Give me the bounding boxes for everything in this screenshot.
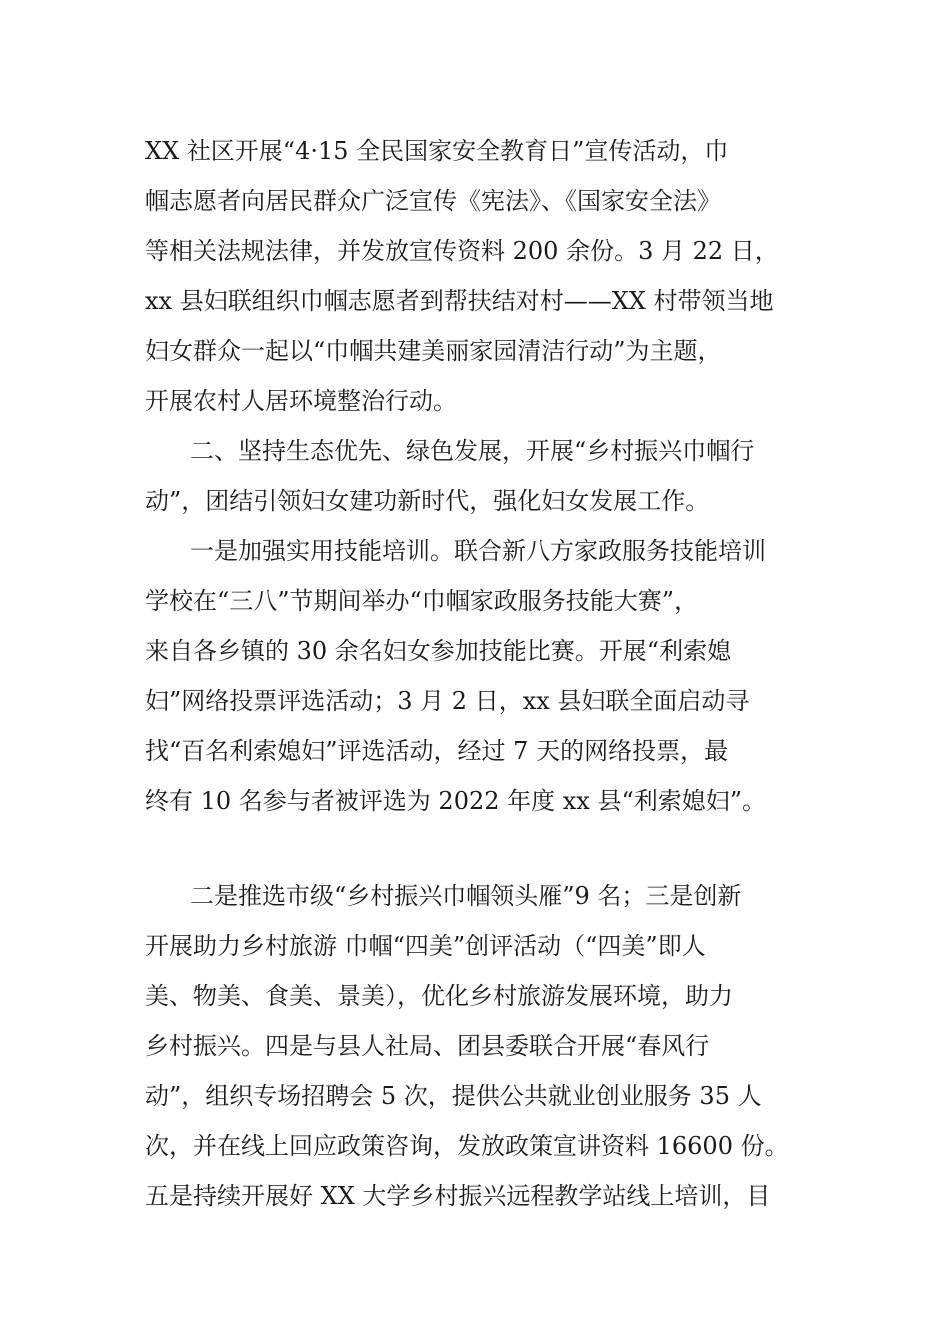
section-heading-line: 二、坚持生态优先、绿色发展，开展“乡村振兴巾帼行 — [190, 437, 755, 465]
text-line: 乡村振兴。四是与县人社局、团县委联合开展“春风行 — [145, 1032, 710, 1060]
text-line: 学校在“三八”节期间举办“巾帼家政服务技能大赛”， — [145, 587, 699, 615]
text-line: 帼志愿者向居民群众广泛宣传《宪法》、《国家安全法》 — [145, 187, 721, 215]
text-line: 来自各乡镇的 30 余名妇女参加技能比赛。开展“利索媳 — [145, 637, 732, 665]
text-line: 找“百名利索媳妇”评选活动，经过 7 天的网络投票，最 — [145, 737, 729, 765]
text-line: 终有 10 名参与者被评选为 2022 年度 xx 县“利索媳妇”。 — [145, 787, 766, 815]
text-line: 开展农村人居环境整治行动。 — [145, 387, 457, 415]
text-line: 等相关法规法律，并发放宣传资料 200 余份。3 月 22 日， — [145, 237, 779, 265]
text-line: 妇女群众一起以“巾帼共建美丽家园清洁行动”为主题， — [145, 337, 722, 365]
text-line: 二是推选市级“乡村振兴巾帼领头雁”9 名；三是创新 — [190, 882, 742, 910]
text-line: 开展助力乡村旅游 巾帼“四美”创评活动（“四美”即人 — [145, 932, 706, 960]
text-line: xx 县妇联组织巾帼志愿者到帮扶结对村——XX 村带领当地 — [145, 287, 774, 315]
text-line: 五是持续开展好 XX 大学乡村振兴远程教学站线上培训，目 — [145, 1182, 771, 1210]
section-heading-line: 动”，团结引领妇女建功新时代，强化妇女发展工作。 — [145, 487, 710, 515]
text-line: 妇”网络投票评选活动；3 月 2 日，xx 县妇联全面启动寻 — [145, 687, 750, 715]
text-line: 美、物美、食美、景美），优化乡村旅游发展环境，助力 — [145, 982, 733, 1010]
text-line: 次，并在线上回应政策咨询，发放政策宣讲资料 16600 份。 — [145, 1132, 789, 1160]
text-line: 动”，组织专场招聘会 5 次，提供公共就业创业服务 35 人 — [145, 1082, 762, 1110]
text-line: XX 社区开展“4·15 全民国家安全教育日”宣传活动，巾 — [145, 137, 729, 165]
text-line: 一是加强实用技能培训。联合新八方家政服务技能培训 — [190, 537, 766, 565]
